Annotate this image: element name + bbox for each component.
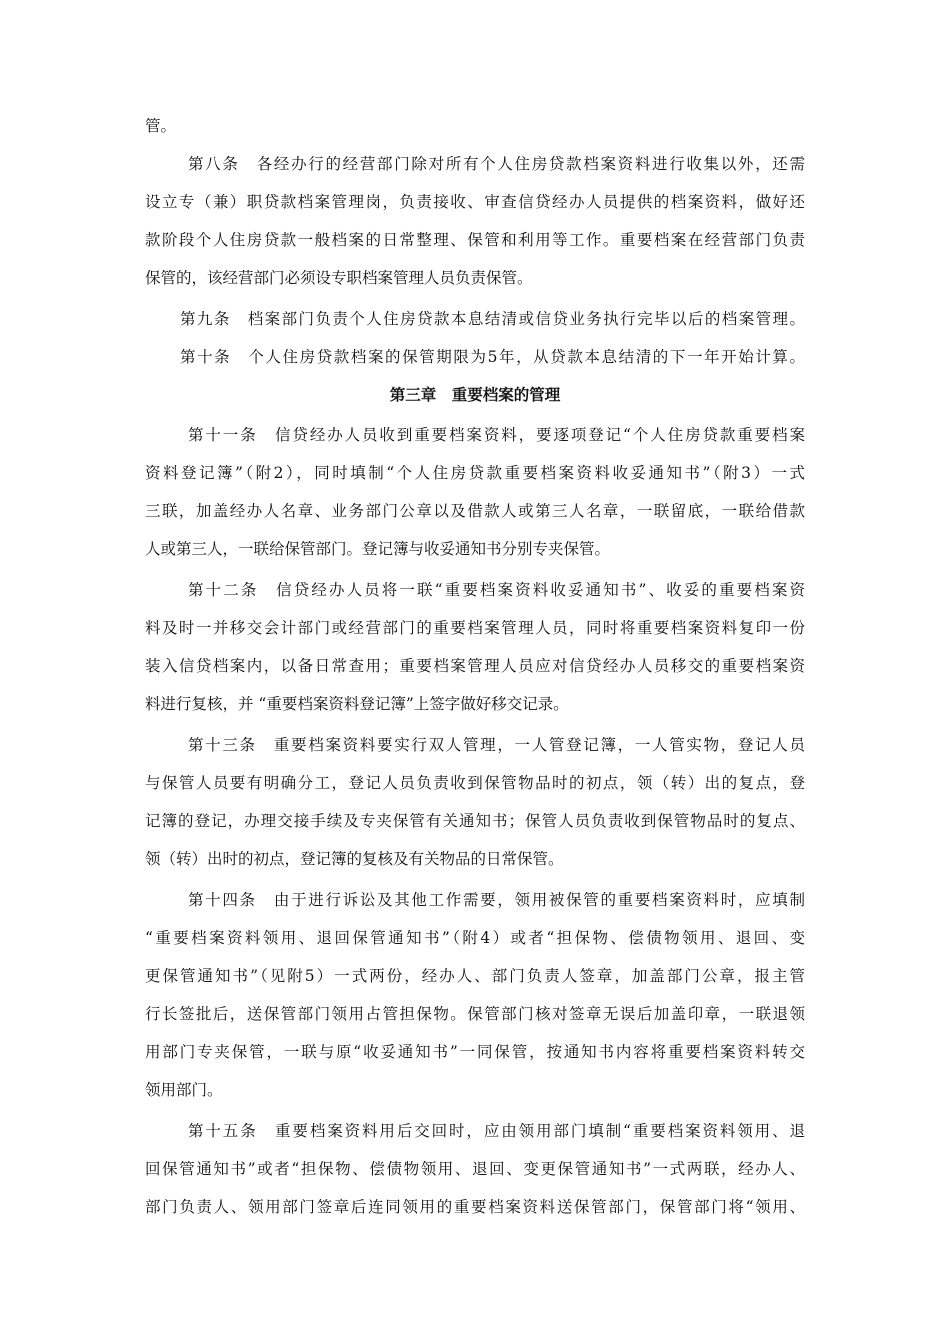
article-14-line: 第十四条 由于进行诉讼及其他工作需要，领用被保管的重要档案资料时，应填制 [188, 891, 805, 909]
text-line: 领用部门。 [145, 1081, 223, 1099]
text-line: 资料登记簿”（附2），同时填制“个人住房贷款重要档案资料收妥通知书”（附3）一式 [145, 464, 805, 482]
text-line: “重要档案资料领用、退回保管通知书”（附4）或者“担保物、偿债物领用、退回、变 [145, 929, 805, 947]
text-line: 款阶段个人住房贷款一般档案的日常整理、保管和利用等工作。重要档案在经营部门负责 [145, 231, 805, 249]
article-12-line: 第十二条 信贷经办人员将一联“重要档案资料收妥通知书”、收妥的重要档案资 [188, 581, 805, 599]
text-line: 人或第三人，一联给保管部门。登记簿与收妥通知书分别专夹保管。 [145, 540, 611, 558]
text-line: 回保管通知书”或者“担保物、偿债物领用、退回、变更保管通知书”一式两联，经办人、 [145, 1160, 805, 1178]
text-line: 装入信贷档案内，以备日常查用；重要档案管理人员应对信贷经办人员移交的重要档案资 [145, 657, 805, 675]
text-line: 记簿的登记，办理交接手续及专夹保管有关通知书；保管人员负责收到保管物品时的复点、 [145, 812, 805, 830]
text-line: 部门负责人、领用部门签章后连同领用的重要档案资料送保管部门，保管部门将“领用、 [145, 1198, 805, 1216]
text-line: 管。 [145, 117, 177, 135]
text-line: 料进行复核，并 “重要档案资料登记簿”上签字做好移交记录。 [145, 695, 569, 713]
text-line: 设立专（兼）职贷款档案管理岗，负责接收、审查信贷经办人员提供的档案资料，做好还 [145, 193, 805, 211]
article-13-line: 第十三条 重要档案资料要实行双人管理，一人管登记簿，一人管实物，登记人员 [188, 736, 805, 754]
text-line: 领（转）出时的初点，登记簿的复核及有关物品的日常保管。 [145, 850, 564, 868]
article-8-line: 第八条 各经办行的经营部门除对所有个人住房贷款档案资料进行收集以外，还需 [188, 155, 805, 173]
article-9-line: 第九条 档案部门负责个人住房贷款本息结清或信贷业务执行完毕以后的档案管理。 [180, 310, 805, 328]
text-line: 料及时一并移交会计部门或经营部门的重要档案管理人员，同时将重要档案资料复印一份 [145, 619, 805, 637]
text-line: 行长签批后，送保管部门领用占管担保物。保管部门核对签章无误后加盖印章，一联退领 [145, 1005, 805, 1023]
article-15-line: 第十五条 重要档案资料用后交回时，应由领用部门填制“重要档案资料领用、退 [188, 1122, 805, 1140]
text-line: 保管的，该经营部门必须设专职档案管理人员负责保管。 [145, 269, 533, 287]
text-line: 更保管通知书”（见附5）一式两份，经办人、部门负责人签章，加盖部门公章，报主管 [145, 967, 805, 985]
chapter-heading: 第三章 重要档案的管理 [389, 385, 561, 404]
text-line: 与保管人员要有明确分工，登记人员负责收到保管物品时的初点，领（转）出的复点，登 [145, 774, 805, 792]
text-line: 三联，加盖经办人名章、业务部门公章以及借款人或第三人名章，一联留底，一联给借款 [145, 502, 805, 520]
article-10-line: 第十条 个人住房贷款档案的保管期限为5年，从贷款本息结清的下一年开始计算。 [180, 348, 805, 366]
text-line: 用部门专夹保管，一联与原“收妥通知书”一同保管，按通知书内容将重要档案资料转交 [145, 1043, 805, 1061]
article-11-line: 第十一条 信贷经办人员收到重要档案资料，要逐项登记“个人住房贷款重要档案 [188, 426, 805, 444]
